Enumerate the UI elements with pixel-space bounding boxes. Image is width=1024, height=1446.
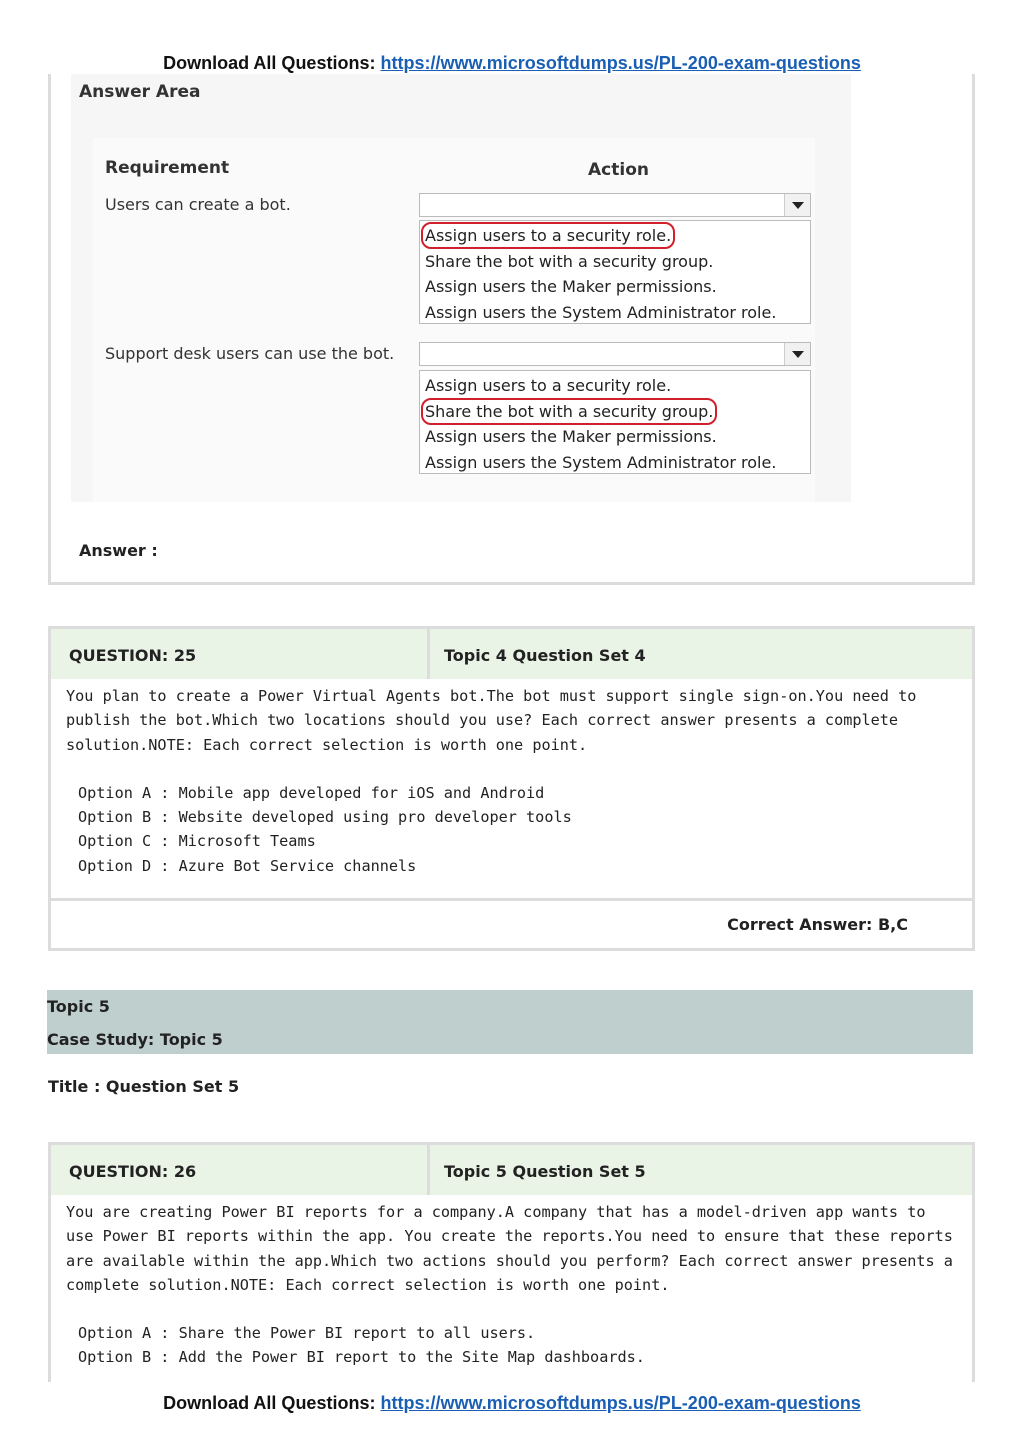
action-options-2 (419, 370, 811, 474)
action-options-1 (419, 220, 811, 324)
action-option[interactable]: Assign users the Maker permissions. (425, 427, 717, 446)
download-link[interactable]: https://www.microsoftdumps.us/PL-200-exam-questions (380, 53, 861, 73)
answer-divider (51, 898, 972, 901)
action-option[interactable]: Assign users the Maker permissions. (425, 277, 717, 296)
question-header (51, 1145, 972, 1195)
action-option[interactable]: Assign users the System Administrator role. (425, 302, 777, 322)
question-card-26 (48, 1142, 975, 1382)
correct-answer: Correct Answer: B,C (727, 915, 908, 934)
chevron-down-icon[interactable] (784, 343, 810, 365)
answer-area-title: Answer Area (79, 82, 201, 102)
question-topic: Topic 5 Question Set 5 (444, 1162, 646, 1181)
question-header (51, 629, 972, 679)
requirement-header: Requirement (105, 158, 230, 178)
question-body (66, 684, 961, 878)
question-text: You are creating Power BI reports for a company.A company that has a model-driven app wants to use Power BI reports within the app. You create the reports.You need to ensure that these reports are available within the app.Which two actions should you perform? Each correct answer presents a complete solution.NOTE: Each correct selection is worth one point. (66, 1203, 953, 1294)
action-option[interactable]: Assign users the System Administrator role. (425, 452, 777, 472)
action-option[interactable]: Share the bot with a security group. (425, 401, 714, 421)
action-option[interactable]: Assign users to a security role. (425, 376, 672, 395)
option-item: Option A : Mobile app developed for iOS and Android (78, 783, 545, 802)
download-bar-top (0, 53, 1024, 74)
header-divider (427, 629, 430, 679)
option-item: Option C : Microsoft Teams (78, 832, 316, 851)
chevron-down-icon[interactable] (784, 194, 810, 216)
topic-banner (47, 990, 973, 1054)
question-number: QUESTION: 25 (69, 646, 197, 665)
action-option[interactable]: Share the bot with a security group. (425, 251, 714, 271)
question-number: QUESTION: 26 (69, 1162, 197, 1181)
question-set-title: Title : Question Set 5 (48, 1077, 240, 1096)
question-body (66, 1200, 961, 1370)
question-topic: Topic 4 Question Set 4 (444, 646, 646, 665)
question-text: You plan to create a Power Virtual Agents bot.The bot must support single sign-on.You need to publish the bot.Which two locations should you use? Each correct answer presents a complete solution.NOTE: Each correct selection is worth one point. (66, 687, 917, 754)
requirement-2: Support desk users can use the bot. (105, 344, 395, 363)
header-divider (427, 1145, 430, 1195)
answer-area-image (71, 74, 851, 502)
option-item: Option B : Website developed using pro developer tools (78, 808, 572, 827)
action-select-1[interactable] (419, 193, 811, 217)
action-select-2[interactable] (419, 342, 811, 366)
option-list (66, 1321, 961, 1370)
case-study-name: Case Study: Topic 5 (47, 1030, 223, 1049)
option-list (66, 781, 961, 878)
question-card-25 (48, 626, 975, 951)
download-bar-bottom (0, 1393, 1024, 1414)
download-label: Download All Questions: (163, 53, 376, 73)
option-item: Option A : Share the Power BI report to all users. (78, 1324, 536, 1343)
download-link[interactable]: https://www.microsoftdumps.us/PL-200-exam-questions (380, 1393, 861, 1413)
answer-label: Answer : (79, 541, 158, 560)
action-option[interactable]: Assign users to a security role. (425, 226, 672, 245)
answer-area-card (48, 74, 975, 585)
answer-area-panel (93, 138, 815, 502)
topic-name: Topic 5 (47, 997, 110, 1016)
option-item: Option B : Add the Power BI report to the Site Map dashboards. (78, 1348, 645, 1367)
option-item: Option D : Azure Bot Service channels (78, 856, 417, 875)
action-header: Action (588, 160, 649, 180)
download-label: Download All Questions: (163, 1393, 376, 1413)
requirement-1: Users can create a bot. (105, 195, 291, 214)
